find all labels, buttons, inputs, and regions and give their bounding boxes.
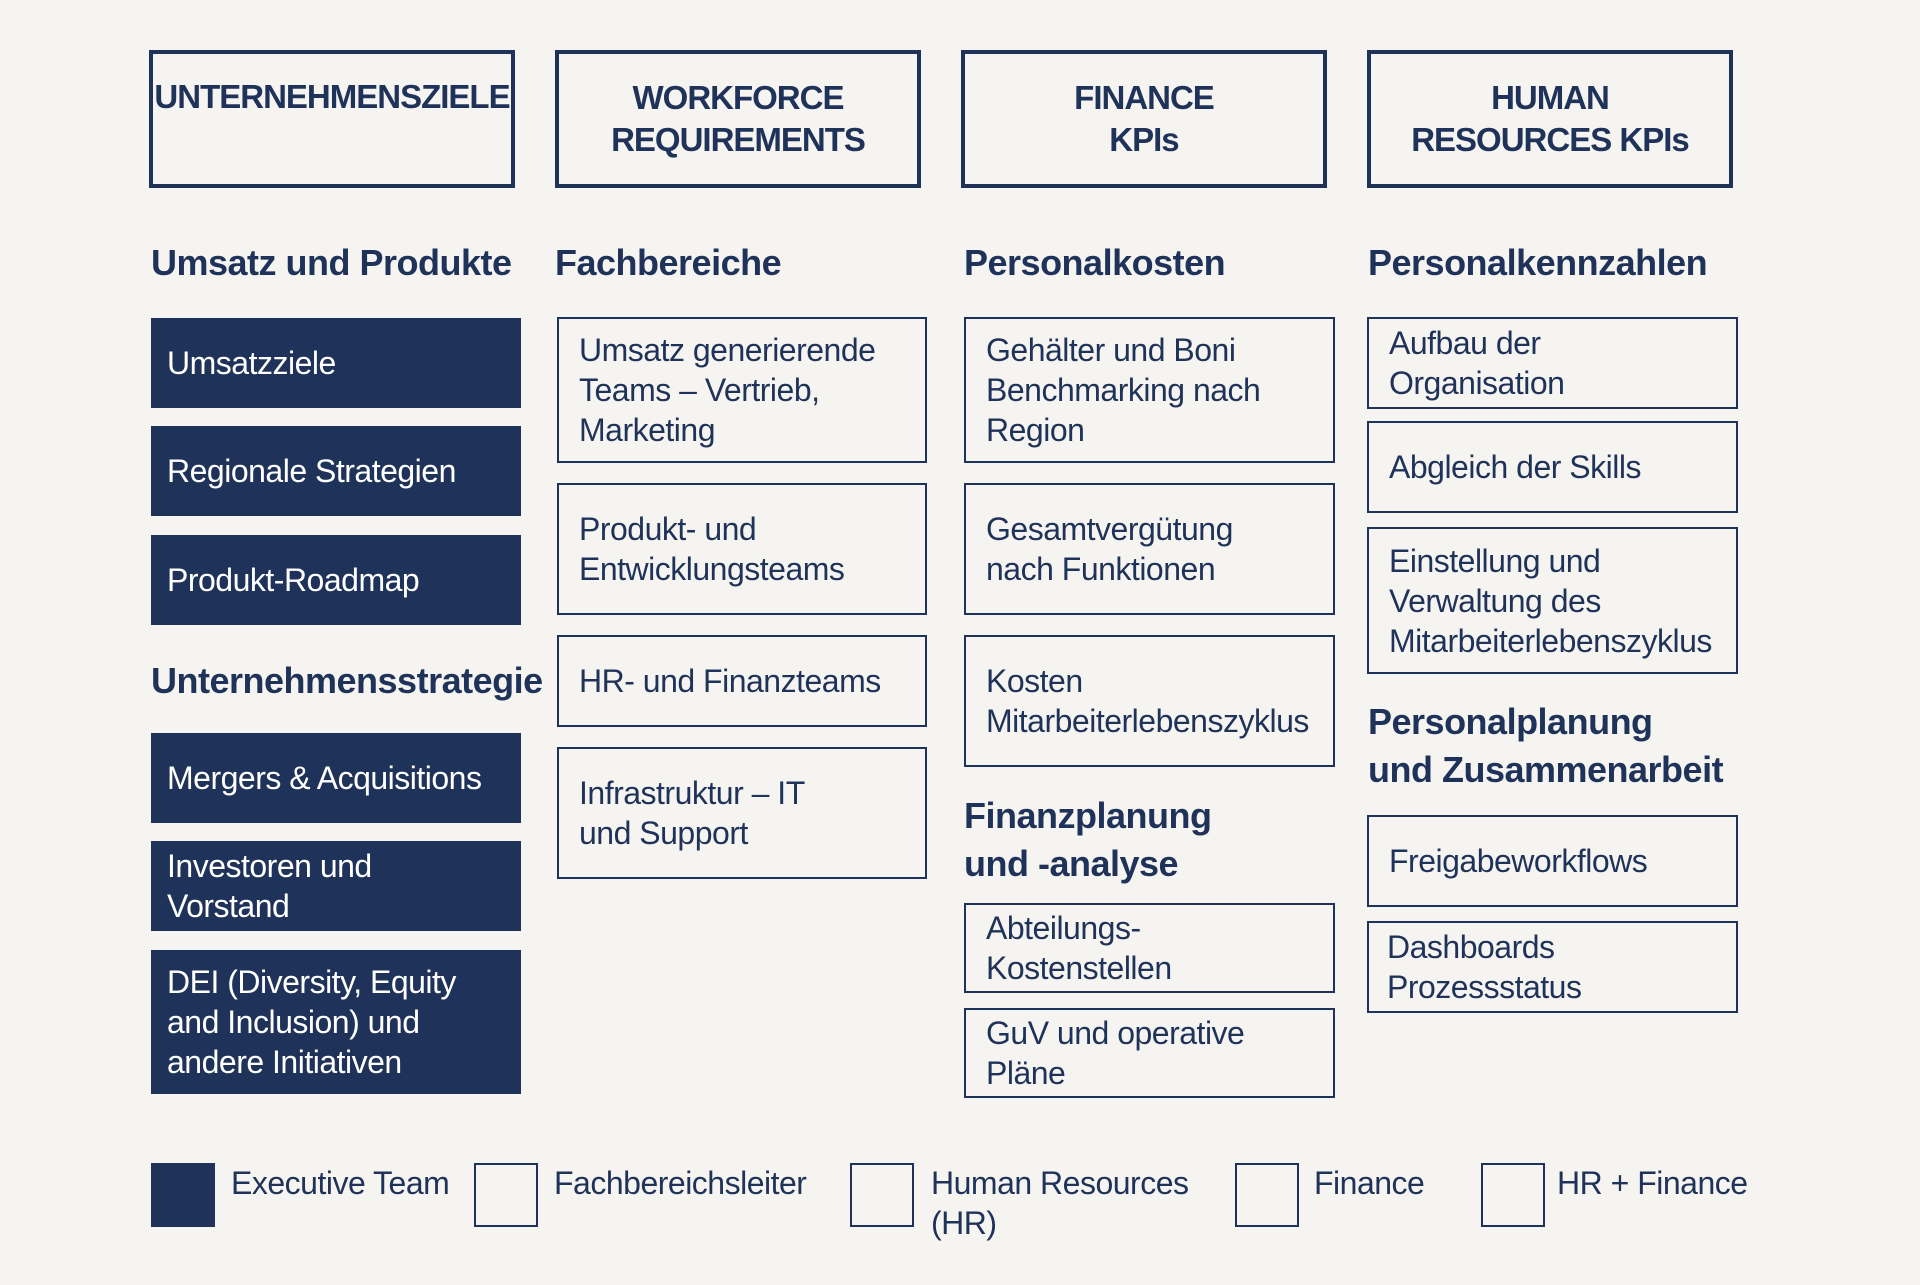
legend-label-hr-finance: HR + Finance bbox=[1557, 1165, 1748, 1201]
section-title-unternehmensstrategie: Unternehmensstrategie bbox=[151, 660, 543, 701]
column-header-finance-kpis: FINANCE KPIs bbox=[961, 50, 1327, 188]
legend-swatch-executive-team bbox=[151, 1163, 215, 1227]
box-investoren-und-vorstand: Investoren und Vorstand bbox=[151, 841, 521, 931]
box-hr-und-finanzteams: HR- und Finanzteams bbox=[557, 635, 927, 727]
box-abgleich-der-skills: Abgleich der Skills bbox=[1367, 421, 1738, 513]
section-title-personalkosten: Personalkosten bbox=[964, 242, 1226, 283]
box-umsatz-generierende-teams: Umsatz generierende Teams – Vertrieb, Marketing bbox=[557, 317, 927, 463]
section-title-finanzplanung: Finanzplanung und -analyse bbox=[964, 795, 1212, 884]
box-guv-operative-plaene: GuV und operative Pläne bbox=[964, 1008, 1335, 1098]
box-kosten-mitarbeiterlebenszyklus: Kosten Mitarbeiterlebenszyklus bbox=[964, 635, 1335, 767]
box-dei-initiativen: DEI (Diversity, Equity and Inclusion) und andere Initiativen bbox=[151, 950, 521, 1094]
box-einstellung-verwaltung: Einstellung und Verwaltung des Mitarbeiterlebenszyklus bbox=[1367, 527, 1738, 674]
legend-swatch-human-resources bbox=[850, 1163, 914, 1227]
box-abteilungs-kostenstellen: Abteilungs-Kostenstellen bbox=[964, 903, 1335, 993]
legend-label-executive-team: Executive Team bbox=[231, 1165, 450, 1201]
column-header-unternehmensziele: UNTERNEHMENSZIELE bbox=[149, 50, 515, 188]
legend-label-fachbereichsleiter: Fachbereichsleiter bbox=[554, 1165, 807, 1201]
legend-label-finance: Finance bbox=[1314, 1165, 1425, 1201]
column-header-workforce-requirements: WORKFORCE REQUIREMENTS bbox=[555, 50, 921, 188]
section-title-personalplanung: Personalplanung und Zusammenarbeit bbox=[1368, 701, 1724, 790]
box-aufbau-der-organisation: Aufbau der Organisation bbox=[1367, 317, 1738, 409]
box-freigabeworkflows: Freigabeworkflows bbox=[1367, 815, 1738, 907]
legend-swatch-hr-finance bbox=[1481, 1163, 1545, 1227]
box-gesamtverguetung: Gesamtvergütung nach Funktionen bbox=[964, 483, 1335, 615]
column-header-hr-kpis: HUMAN RESOURCES KPIs bbox=[1367, 50, 1733, 188]
section-title-fachbereiche: Fachbereiche bbox=[555, 242, 782, 283]
box-infrastruktur-it-support: Infrastruktur – IT und Support bbox=[557, 747, 927, 879]
box-umsatzziele: Umsatzziele bbox=[151, 318, 521, 408]
box-produkt-und-entwicklungsteams: Produkt- und Entwicklungsteams bbox=[557, 483, 927, 615]
box-regionale-strategien: Regionale Strategien bbox=[151, 426, 521, 516]
box-mergers-acquisitions: Mergers & Acquisitions bbox=[151, 733, 521, 823]
section-title-personalkennzahlen: Personalkennzahlen bbox=[1368, 242, 1708, 283]
box-gehaelter-und-boni: Gehälter und Boni Benchmarking nach Region bbox=[964, 317, 1335, 463]
legend-swatch-finance bbox=[1235, 1163, 1299, 1227]
section-title-umsatz-und-produkte: Umsatz und Produkte bbox=[151, 242, 512, 283]
box-produkt-roadmap: Produkt-Roadmap bbox=[151, 535, 521, 625]
legend-swatch-fachbereichsleiter bbox=[474, 1163, 538, 1227]
box-dashboards-prozessstatus: Dashboards Prozessstatus bbox=[1367, 921, 1738, 1013]
legend-label-human-resources: Human Resources (HR) bbox=[931, 1165, 1189, 1241]
